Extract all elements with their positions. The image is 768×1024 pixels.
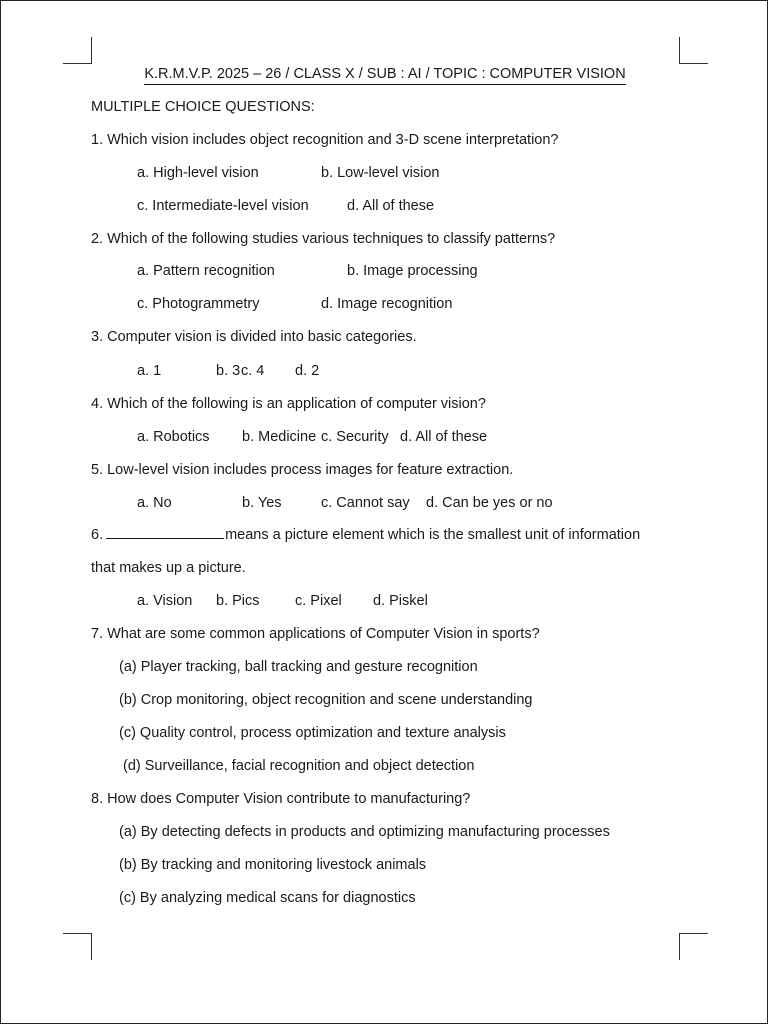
question-1: 1. Which vision includes object recognition and 3-D scene interpretation? [91, 132, 559, 148]
q4-option-a: a. Robotics [137, 429, 210, 445]
q1-option-a: a. High-level vision [137, 165, 259, 181]
q6-option-c: c. Pixel [295, 593, 342, 609]
q5-option-b: b. Yes [242, 495, 282, 511]
q7-option-d: (d) Surveillance, facial recognition and object detection [123, 758, 475, 774]
q1-option-c: c. Intermediate-level vision [137, 198, 309, 214]
question-6-continued: that makes up a picture. [91, 560, 246, 576]
section-title: MULTIPLE CHOICE QUESTIONS: [91, 99, 315, 115]
crop-mark-bottom-left [63, 933, 92, 960]
q1-option-d: d. All of these [347, 198, 435, 214]
q5-option-a: a. No [137, 495, 172, 511]
q8-option-a: (a) By detecting defects in products and optimizing manufacturing processes [119, 824, 610, 840]
page-header [1, 65, 768, 85]
fill-in-blank-line [106, 526, 224, 539]
q6-option-d: d. Piskel [373, 593, 428, 609]
q5-option-c: c. Cannot say [321, 495, 410, 511]
q3-option-b: b. 3 [216, 363, 241, 379]
q4-option-c: c. Security [321, 429, 389, 445]
q8-option-c: (c) By analyzing medical scans for diagnostics [119, 890, 416, 906]
q2-option-d: d. Image recognition [321, 296, 453, 312]
page-header-text: K.R.M.V.P. 2025 – 26 / CLASS X / SUB : AI / TOPIC : COMPUTER VISION [144, 65, 625, 85]
question-6 [91, 526, 640, 544]
q8-option-b: (b) By tracking and monitoring livestock animals [119, 857, 427, 873]
question-3: 3. Computer vision is divided into basic categories. [91, 329, 417, 345]
q2-option-c: c. Photogrammetry [137, 296, 260, 312]
q6-option-a: a. Vision [137, 593, 193, 609]
q2-option-a: a. Pattern recognition [137, 263, 275, 279]
q3-option-d: d. 2 [295, 363, 320, 379]
crop-mark-top-right [679, 37, 708, 64]
q6-question-text: means a picture element which is the smallest unit of information [225, 527, 641, 543]
q2-option-b: b. Image processing [347, 263, 478, 279]
crop-mark-top-left [63, 37, 92, 64]
q5-option-d: d. Can be yes or no [426, 495, 553, 511]
question-5: 5. Low-level vision includes process images for feature extraction. [91, 462, 514, 478]
q4-option-b: b. Medicine [242, 429, 317, 445]
question-4: 4. Which of the following is an application of computer vision? [91, 396, 486, 412]
q6-option-b: b. Pics [216, 593, 260, 609]
q1-option-b: b. Low-level vision [321, 165, 440, 181]
question-7: 7. What are some common applications of Computer Vision in sports? [91, 626, 540, 642]
q3-option-c: c. 4 [241, 363, 265, 379]
q3-option-a: a. 1 [137, 363, 162, 379]
q7-option-c: (c) Quality control, process optimization and texture analysis [119, 725, 506, 741]
q7-option-b: (b) Crop monitoring, object recognition and scene understanding [119, 692, 533, 708]
crop-mark-bottom-right [679, 933, 708, 960]
q6-number: 6. [91, 527, 104, 543]
question-8: 8. How does Computer Vision contribute to manufacturing? [91, 791, 471, 807]
q7-option-a: (a) Player tracking, ball tracking and gesture recognition [119, 659, 478, 675]
question-2: 2. Which of the following studies various techniques to classify patterns? [91, 231, 556, 247]
q4-option-d: d. All of these [400, 429, 488, 445]
